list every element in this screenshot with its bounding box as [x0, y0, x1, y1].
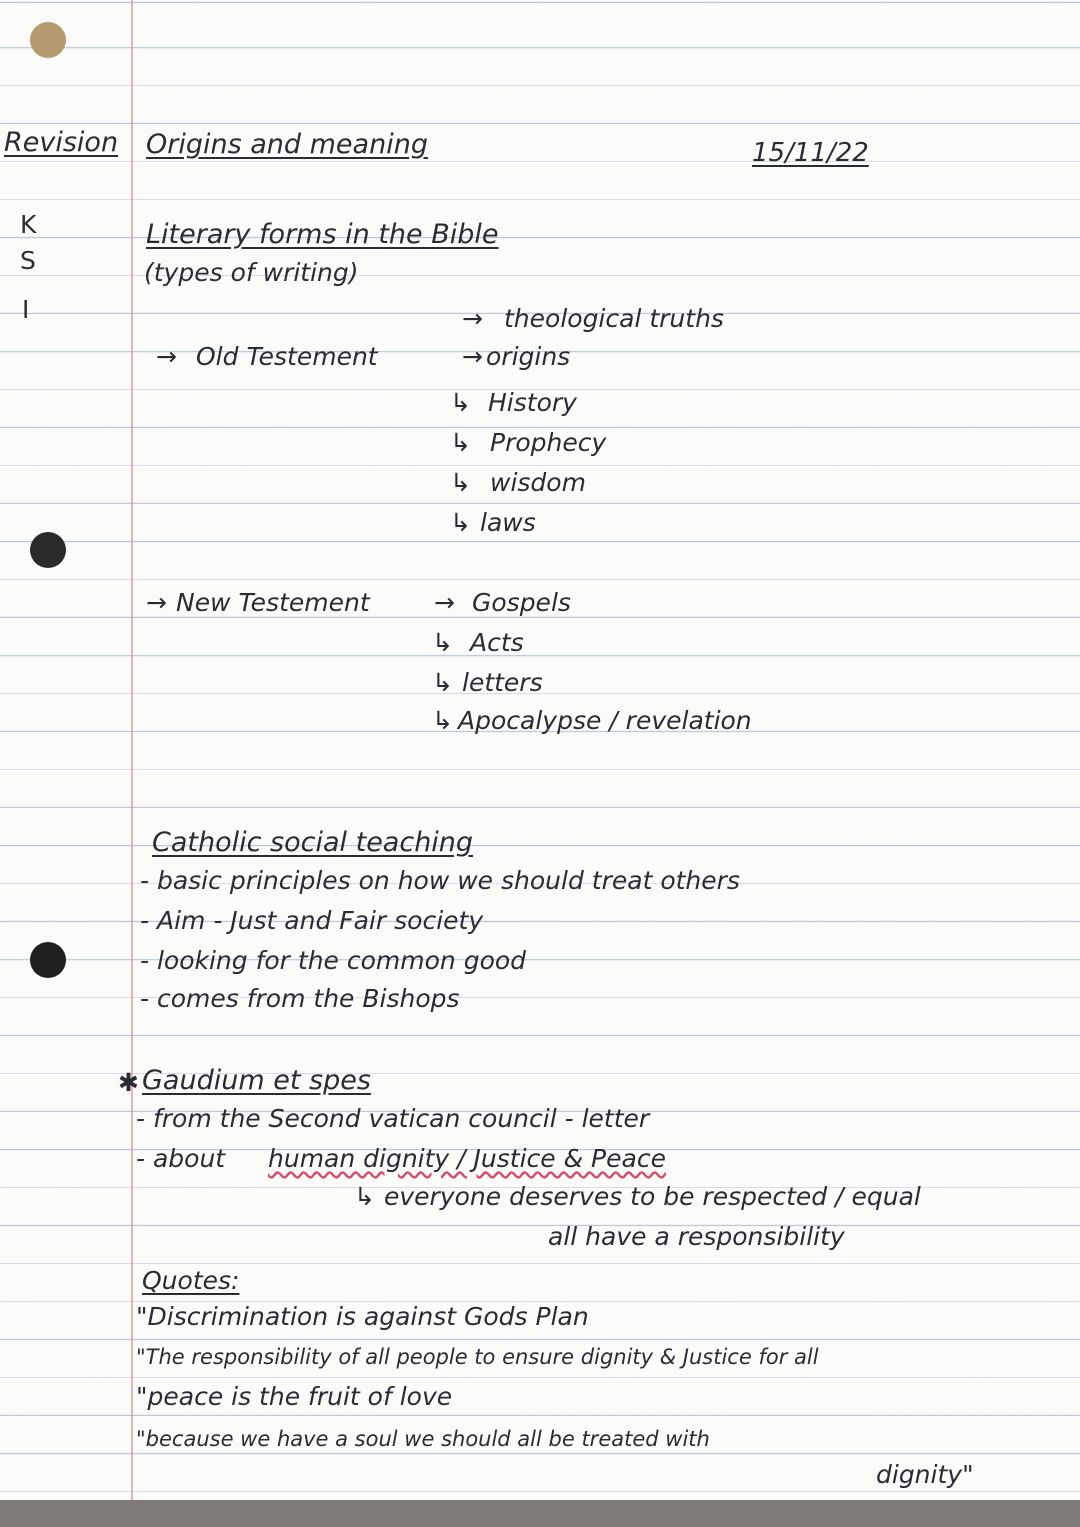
- punch-hole-lower: [30, 942, 66, 978]
- background-fabric: [0, 1500, 1080, 1527]
- ot-item-arrow: ↳: [450, 508, 471, 537]
- cst-line: - basic principles on how we should treat others: [140, 866, 740, 895]
- punch-hole-middle: [30, 532, 66, 568]
- gospels-arrow: →: [434, 588, 455, 617]
- nt-item-arrow: ↳: [432, 628, 453, 657]
- literary-forms-heading: Literary forms in the Bible: [146, 219, 499, 250]
- ot-item-history: History: [488, 388, 577, 417]
- quote-item: "because we have a soul we should all be treated with: [136, 1427, 710, 1451]
- margin-letter-i: I: [22, 295, 30, 324]
- origins-arrow: →: [462, 342, 483, 371]
- sub-arrow: ↳: [354, 1182, 375, 1211]
- new-testament: New Testement: [176, 588, 370, 617]
- human-dignity-phrase: human dignity / Justice & Peace: [268, 1144, 666, 1173]
- quote-item: "peace is the fruit of love: [136, 1382, 453, 1411]
- gaudium-sub: everyone deserves to be respected / equal: [384, 1182, 921, 1211]
- nt-item-acts: Acts: [470, 628, 524, 657]
- quote-item-continuation: dignity": [876, 1460, 974, 1489]
- nt-item-arrow: ↳: [432, 706, 453, 735]
- quotes-label: Quotes:: [142, 1266, 240, 1295]
- quote-item: "Discrimination is against Gods Plan: [136, 1302, 589, 1331]
- gaudium-et-spes-heading: Gaudium et spes: [142, 1065, 371, 1096]
- ot-item-wisdom: wisdom: [490, 468, 586, 497]
- ot-item-prophecy: Prophecy: [490, 428, 607, 457]
- nt-item-letters: letters: [462, 668, 543, 697]
- nt-item-apocalypse: Apocalypse / revelation: [458, 706, 752, 735]
- nt-item-arrow: ↳: [432, 668, 453, 697]
- gaudium-line-prefix: - about: [136, 1144, 226, 1173]
- gaudium-line: - from the Second vatican council - letter: [136, 1104, 650, 1133]
- ot-origins: origins: [486, 342, 571, 371]
- theological-arrow: →: [462, 304, 483, 333]
- margin-letter-k: K: [20, 210, 37, 239]
- ot-item-arrow: ↳: [450, 428, 471, 457]
- ot-item-laws: laws: [480, 508, 536, 537]
- types-of-writing: (types of writing): [144, 258, 359, 287]
- topic-title: Origins and meaning: [146, 129, 428, 160]
- ot-item-arrow: ↳: [450, 468, 471, 497]
- cst-line: - comes from the Bishops: [140, 984, 460, 1013]
- cst-line: - Aim - Just and Fair society: [140, 906, 484, 935]
- revision-title: Revision: [4, 127, 119, 158]
- old-testament: Old Testement: [196, 342, 378, 371]
- catholic-social-teaching-heading: Catholic social teaching: [152, 827, 474, 858]
- gaudium-sub: all have a responsibility: [548, 1222, 845, 1251]
- margin-line: [131, 0, 133, 1527]
- old-testament-arrow: →: [156, 342, 177, 371]
- punch-hole-top: [30, 22, 66, 58]
- cst-line: - looking for the common good: [140, 946, 527, 975]
- nt-gospels: Gospels: [472, 588, 571, 617]
- margin-letter-s: S: [20, 246, 36, 275]
- theological-truths: theological truths: [504, 304, 724, 333]
- star-icon: ✱: [118, 1068, 139, 1097]
- quote-item: "The responsibility of all people to ensure dignity & Justice for all: [136, 1345, 819, 1369]
- new-testament-arrow: →: [146, 588, 167, 617]
- ot-item-arrow: ↳: [450, 388, 471, 417]
- date: 15/11/22: [752, 138, 869, 168]
